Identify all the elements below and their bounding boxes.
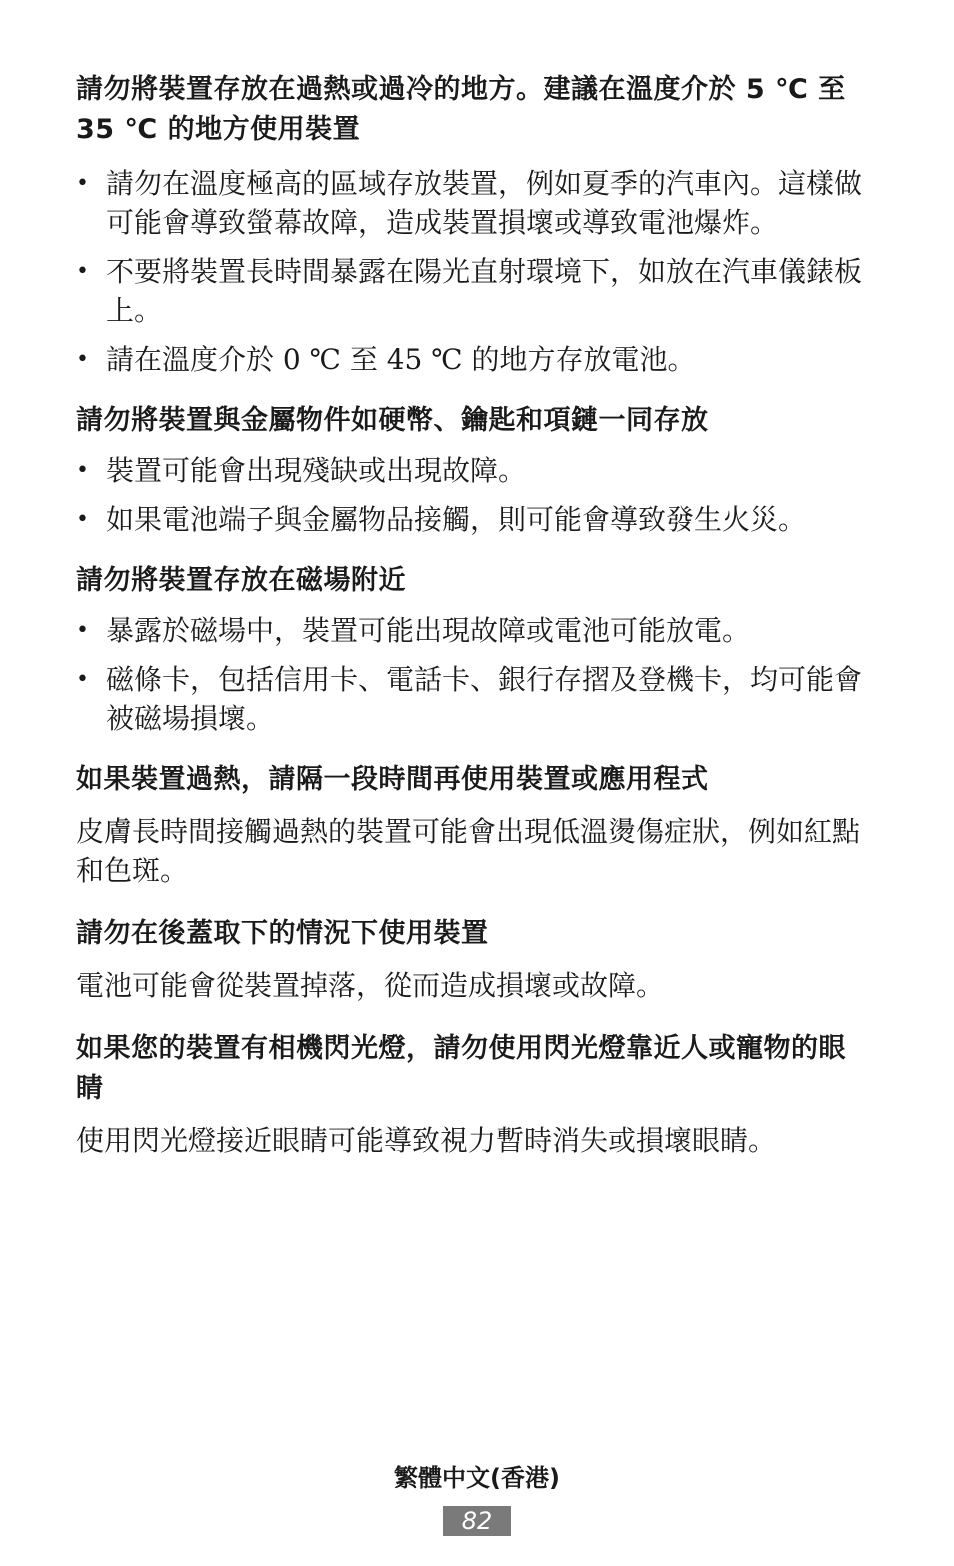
section-magnetic-field (76, 561, 876, 738)
page-content (76, 70, 876, 1160)
list-item-text: 裝置可能會出現殘缺或出現故障。 (106, 454, 527, 487)
list-item (76, 451, 876, 490)
section-camera-flash (76, 1029, 876, 1160)
bullet-icon: • (76, 171, 89, 196)
list-item-text: 暴露於磁場中，裝置可能出現故障或電池可能放電。 (106, 614, 751, 647)
list-item (76, 252, 876, 330)
section-back-cover (76, 914, 876, 1005)
list-item-text: 請在溫度介於 0 ℃ 至 45 ℃ 的地方存放電池。 (106, 343, 696, 376)
bullet-icon: • (76, 458, 89, 483)
bullet-list (76, 611, 876, 738)
section-paragraph: 電池可能會從裝置掉落，從而造成損壞或故障。 (76, 969, 665, 1002)
list-item (76, 500, 846, 539)
list-item (76, 611, 876, 650)
page-number-badge: 82 (443, 1506, 511, 1536)
bullet-icon: • (76, 618, 89, 643)
bullet-icon: • (76, 259, 89, 284)
list-item-text: 如果電池端子與金屬物品接觸，則可能會導致發生火災。 (106, 503, 807, 536)
list-item (76, 660, 876, 738)
section-paragraph: 皮膚長時間接觸過熱的裝置可能會出現低溫燙傷症狀，例如紅點和色斑。 (76, 815, 861, 887)
bullet-icon: • (76, 667, 89, 692)
bullet-list (76, 164, 876, 379)
section-heading: 請勿將裝置存放在磁場附近 (76, 565, 406, 596)
section-heading: 請勿將裝置與金屬物件如硬幣、鑰匙和項鏈一同存放 (76, 405, 709, 436)
footer-language-label: 繁體中文(香港) (394, 1464, 560, 1492)
bullet-icon: • (76, 347, 89, 372)
section-temperature (76, 70, 876, 379)
section-heading: 如果裝置過熱，請隔一段時間再使用裝置或應用程式 (76, 764, 709, 795)
section-overheating (76, 760, 876, 890)
section-heading: 如果您的裝置有相機閃光燈，請勿使用閃光燈靠近人或寵物的眼睛 (76, 1033, 846, 1104)
list-item-text: 不要將裝置長時間暴露在陽光直射環境下，如放在汽車儀錶板上。 (106, 255, 863, 327)
bullet-list (76, 451, 876, 539)
list-item (76, 340, 876, 379)
section-paragraph: 使用閃光燈接近眼睛可能導致視力暫時消失或損壞眼睛。 (76, 1124, 777, 1157)
list-item (76, 164, 866, 242)
section-heading: 請勿將裝置存放在過熱或過冷的地方。建議在溫度介於 5 ℃ 至 35 ℃ 的地方使用裝置 (76, 74, 846, 145)
list-item-text: 磁條卡，包括信用卡、電話卡、銀行存摺及登機卡，均可能會被磁場損壞。 (106, 663, 863, 735)
section-metal-objects (76, 401, 876, 539)
section-heading: 請勿在後蓋取下的情況下使用裝置 (76, 918, 489, 949)
bullet-icon: • (76, 507, 89, 532)
list-item-text: 請勿在溫度極高的區域存放裝置，例如夏季的汽車內。這樣做可能會導致螢幕故障，造成裝置損壞或導致電池爆炸。 (106, 167, 863, 239)
